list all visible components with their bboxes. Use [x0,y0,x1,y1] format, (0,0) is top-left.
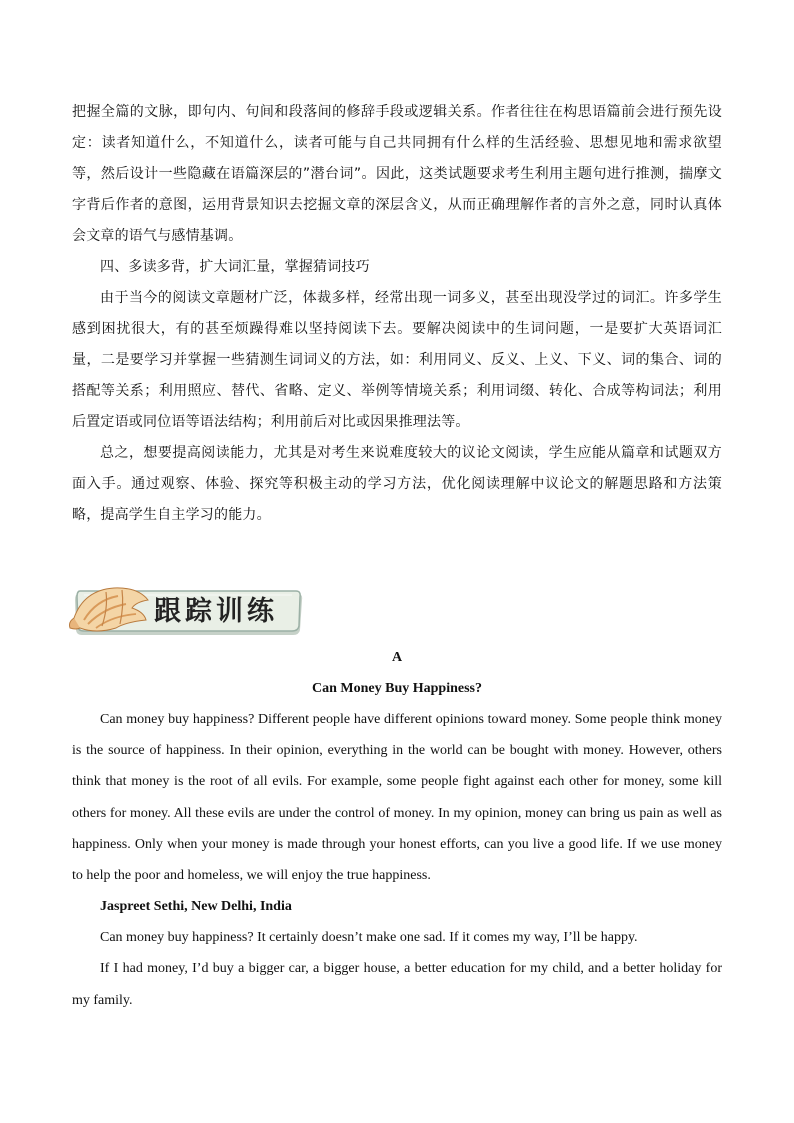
intro-section [72,97,722,531]
article-title: Can Money Buy Happiness? [312,681,482,696]
section-letter: A [391,650,403,665]
conch-shell-icon [66,578,156,638]
intro-paragraph-1: 把握全篇的文脉，即句内、句间和段落间的修辞手段或逻辑关系。作者往往在构思语篇前会进行预先设定：读者知道什么，不知道什么，读者可能与自己共同拥有什么样的生活经验、思想见地和需求欲望等，然后设计一些隐藏在语篇深层的”潜台词”。因此，这类试题要求考生利用主题句进行推测，揣摩文字背后作者的意图，运用背景知识去挖掘文章的深层含义，从而正确理解作者的言外之意，同时认真体会文章的语气与感情基调。 [72,104,722,244]
banner-title: 跟踪训练 [154,596,278,627]
reading-paragraph-1: Can money buy happiness? Different people have different opinions toward money. Some people think money is the source of happiness. In their opinion, everything in the world can be bought with money. However, others think that money is the root of all evils. For example, some people fight against each other for money, some kill others for money. All these evils are under the control of money. In my opinion, money can bring us pain as well as happiness. Only when your money is made through your honest efforts, can you live a good life. If we use money to help the poor and homeless, we will enjoy the true happiness. [72,712,722,884]
intro-paragraph-3: 总之，想要提高阅读能力，尤其是对考生来说难度较大的议论文阅读，学生应能从篇章和试题双方面入手。通过观察、体验、探究等积极主动的学习方法，优化阅读理解中议论文的解题思路和方法策略，提高学生自主学习的能力。 [72,445,722,523]
intro-paragraph-2: 由于当今的阅读文章题材广泛，体裁多样，经常出现一词多义，甚至出现没学过的词汇。许多学生感到困扰很大，有的甚至烦躁得难以坚持阅读下去。要解决阅读中的生词问题，一是要扩大英语词汇量，二是要学习并掌握一些猜测生词词义的方法，如：利用同义、反义、上义、下义、词的集合、词的搭配等关系；利用照应、替代、省略、定义、举例等情境关系；利用词缀、转化、合成等构词法；利用后置定语或同位语等语法结构；利用前后对比或因果推理法等。 [72,290,722,430]
reading-paragraph-3: If I had money, I’d buy a bigger car, a bigger house, a better education for my child, and a better holiday for my family. [72,961,722,1008]
reading-paragraph-2: Can money buy happiness? It certainly doesn’t make one sad. If it comes my way, I’ll be happy. [100,930,638,946]
section-heading-4: 四、多读多背，扩大词汇量，掌握猜词技巧 [100,259,370,275]
author-line: Jaspreet Sethi, New Delhi, India [100,899,292,915]
reading-passage-a [72,643,722,1016]
tracking-training-banner [72,586,304,638]
